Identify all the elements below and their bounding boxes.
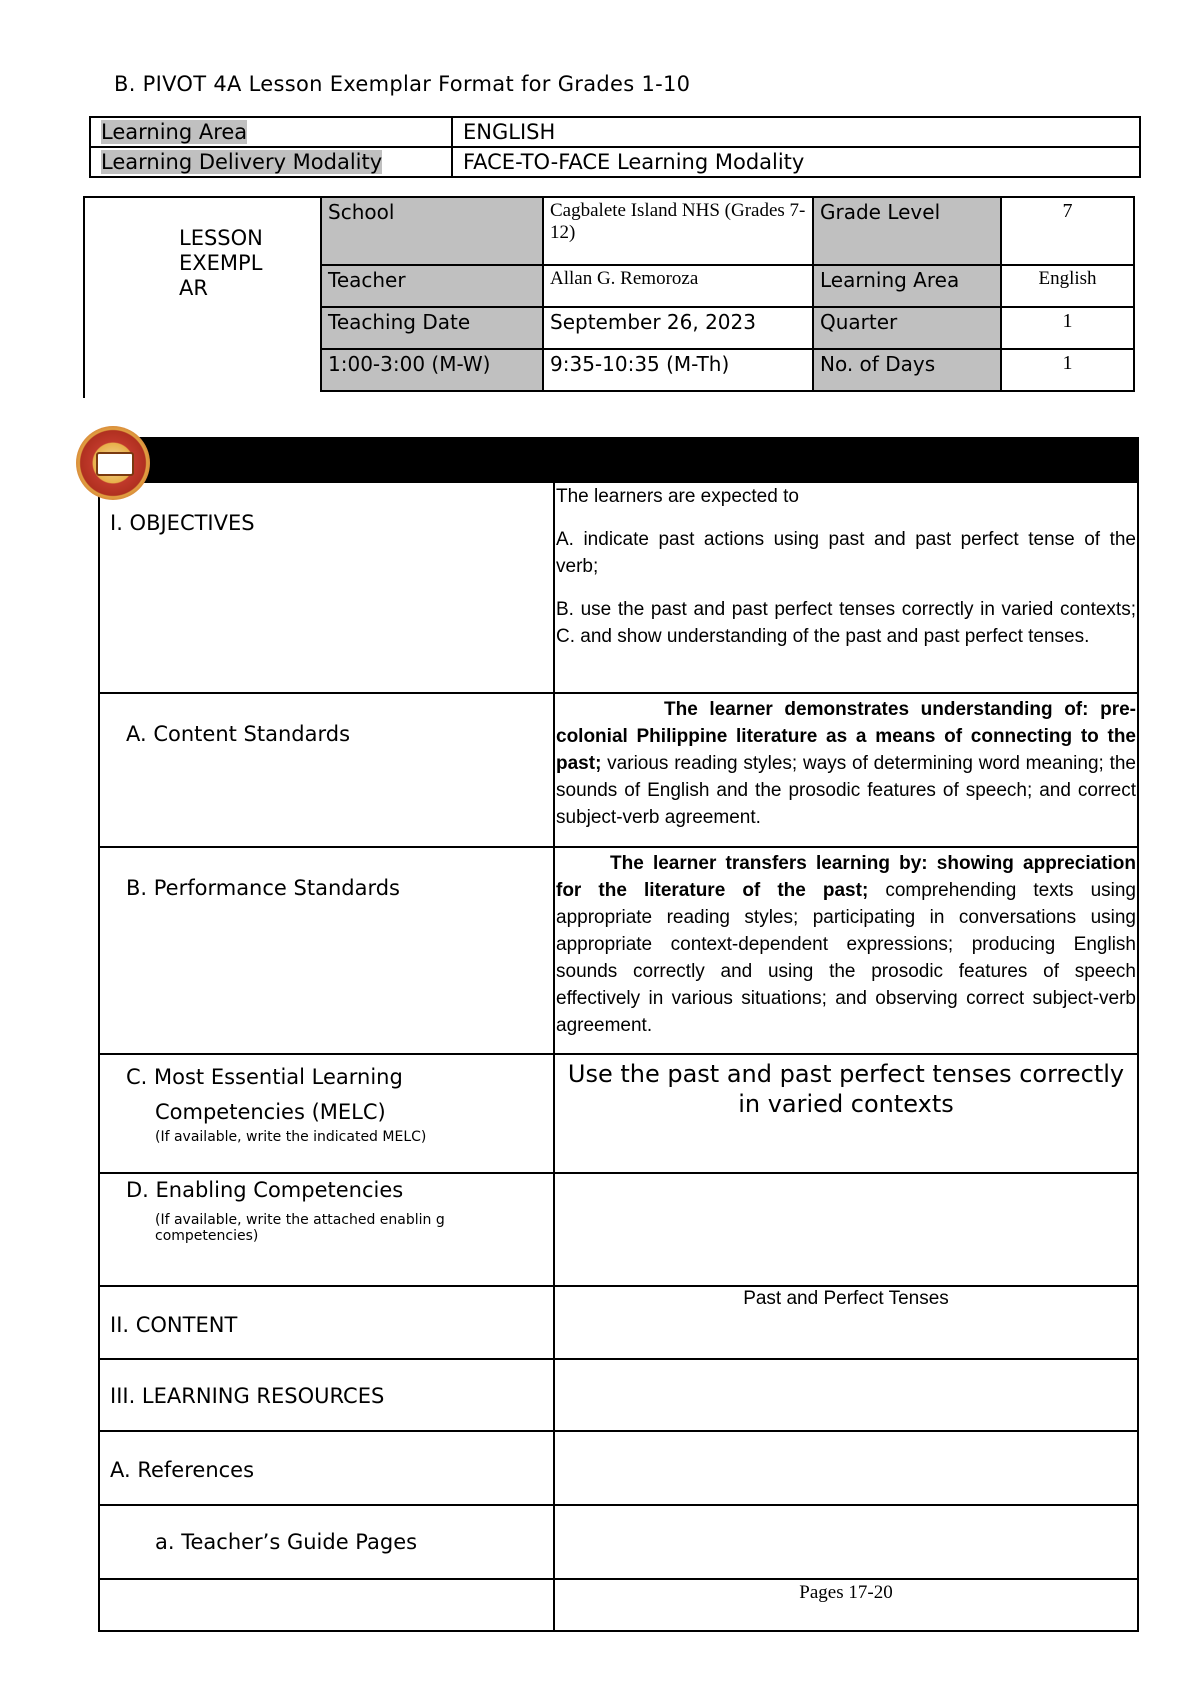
melc-value: Use the past and past perfect tenses correctly in varied contexts: [554, 1054, 1138, 1173]
objectives-label: I. OBJECTIVES: [99, 482, 554, 693]
document-title: B. PIVOT 4A Lesson Exemplar Format for Grades 1-10: [114, 72, 691, 96]
performance-standards-rest: comprehending texts using appropriate reading styles; participating in conversations using appropriate context-dependent expressions; producing English sounds correctly and using the prosodic features of speech effectively in various situations; and observing correct subject-verb agreement.: [556, 880, 1136, 1036]
content-standards-rest: various reading styles; ways of determining word meaning; the sounds of English and the prosodic features of speech; and correct subject-verb agreement.: [556, 753, 1136, 828]
teachers-guide-pages: Pages 17-20: [554, 1579, 1138, 1631]
learning-area-label-2: Learning Area: [813, 265, 1001, 307]
content-value: Past and Perfect Tenses: [554, 1286, 1138, 1359]
melc-note: (If available, write the indicated MELC): [155, 1129, 427, 1145]
learning-area-value: ENGLISH: [452, 117, 1140, 147]
quarter-value: 1: [1001, 307, 1134, 349]
modality-value: FACE-TO-FACE Learning Modality: [452, 147, 1140, 177]
header-bar: [99, 438, 1138, 482]
teaching-date-label: Teaching Date: [321, 307, 543, 349]
teaching-date-value: September 26, 2023: [543, 307, 813, 349]
enabling-note: (If available, write the attached enablin g competencies): [155, 1212, 445, 1244]
objective-a: A. indicate past actions using past and past perfect tense of the verb;: [556, 529, 1136, 577]
learning-area-label: Learning Area: [101, 120, 248, 144]
teachers-guide-label: a. Teacher’s Guide Pages: [99, 1505, 554, 1579]
time-label: 1:00-3:00 (M-W): [321, 349, 543, 391]
school-value: Cagbalete Island NHS (Grades 7-12): [543, 197, 813, 265]
time-value: 9:35-10:35 (M-Th): [543, 349, 813, 391]
enabling-value: [554, 1173, 1138, 1286]
performance-standards-label: B. Performance Standards: [99, 847, 554, 1054]
days-value: 1: [1001, 349, 1134, 391]
content-standards-bold: The learner demonstrates understanding of: pre-colonial Philippine literature as a means of connecting to the past;: [556, 699, 1136, 774]
melc-label-2: Competencies (MELC): [155, 1100, 386, 1124]
grade-level-label: Grade Level: [813, 197, 1001, 265]
content-label: II. CONTENT: [99, 1286, 554, 1359]
days-label: No. of Days: [813, 349, 1001, 391]
quarter-label: Quarter: [813, 307, 1001, 349]
melc-label-1: C. Most Essential Learning: [126, 1065, 403, 1089]
school-label: School: [321, 197, 543, 265]
objective-b: B. use the past and past perfect tenses correctly in varied contexts; C. and show understanding of the past and past perfect tenses.: [556, 599, 1136, 647]
lesson-info-table: [320, 196, 1135, 392]
performance-standards-text: [554, 847, 1138, 1054]
melc-label-cell: [99, 1054, 554, 1173]
teacher-label: Teacher: [321, 265, 543, 307]
teacher-value: Allan G. Remoroza: [543, 265, 813, 307]
enabling-label-cell: [99, 1173, 554, 1286]
references-label: A. References: [99, 1431, 554, 1505]
lesson-exemplar-label: LESSON EXEMPL AR: [179, 226, 263, 300]
performance-standards-bold: The learner transfers learning by: showing appreciation for the literature of the past;: [556, 853, 1136, 901]
learning-area-table: [89, 116, 1141, 178]
objectives-cell: [554, 482, 1138, 693]
learning-area-value-2: English: [1001, 265, 1134, 307]
enabling-competencies-label: D. Enabling Competencies: [126, 1178, 404, 1202]
objectives-intro: The learners are expected to: [556, 486, 799, 507]
learning-resources-label: III. LEARNING RESOURCES: [99, 1359, 554, 1431]
content-standards-text: [554, 693, 1138, 847]
content-standards-label: A. Content Standards: [99, 693, 554, 847]
modality-label: Learning Delivery Modality: [101, 150, 383, 174]
grade-level-value: 7: [1001, 197, 1134, 265]
school-seal-icon: [76, 426, 150, 500]
lesson-plan-table: [98, 437, 1139, 1632]
